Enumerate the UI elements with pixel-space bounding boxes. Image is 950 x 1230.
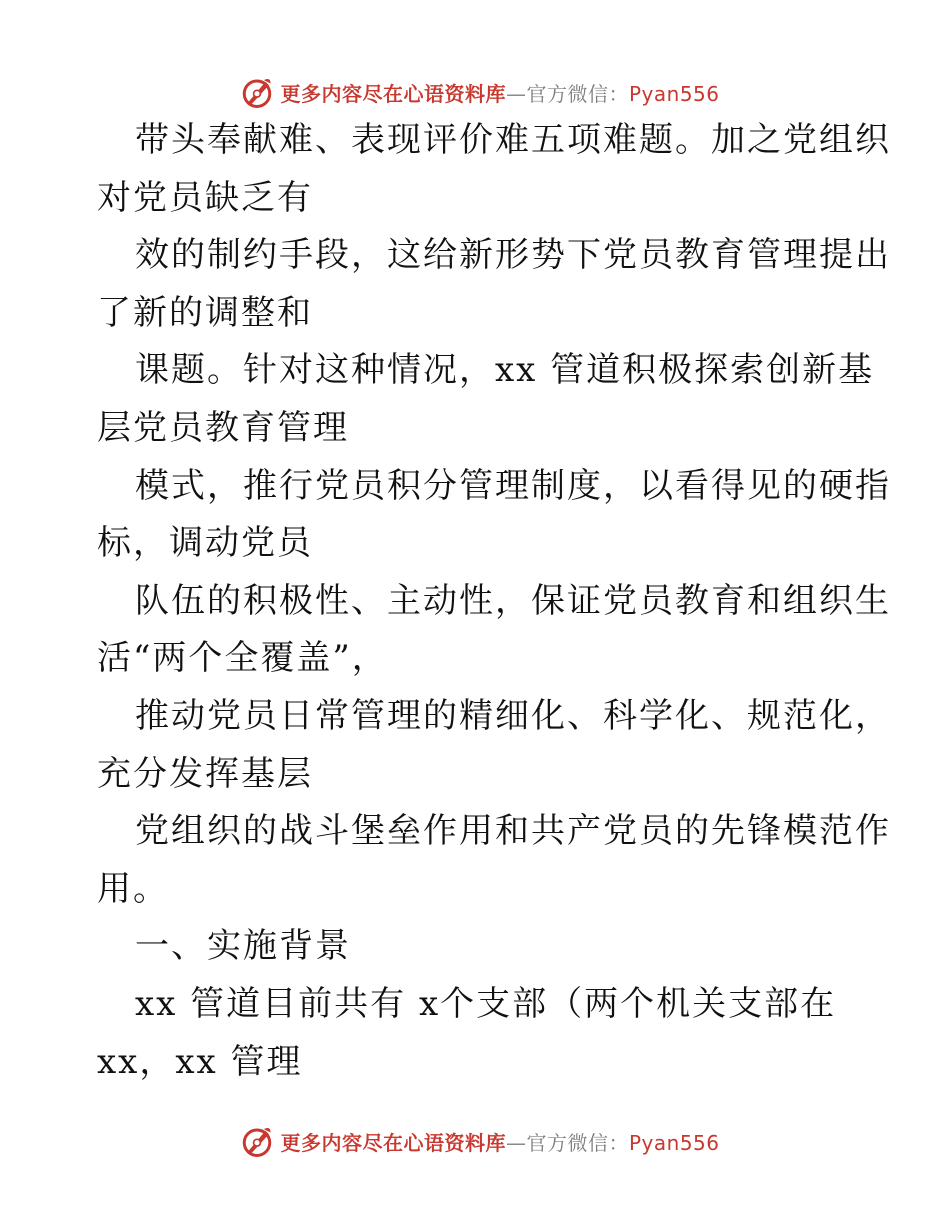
text-line: 层党员教育管理	[97, 407, 349, 448]
section-heading: 一、实施背景	[135, 926, 351, 967]
text-line: 对党员缺乏有	[97, 177, 313, 218]
text-line: 带头奉献难、表现评价难五项难题。加之党组织	[135, 120, 891, 160]
watermark-brand: 更多内容尽在心语资料库	[280, 81, 506, 106]
quill-logo-icon	[240, 75, 274, 109]
watermark-wechat-id: Pyan556	[628, 81, 720, 106]
watermark-wechat-label: 官方微信：	[526, 1130, 629, 1155]
watermark-group	[230, 75, 719, 109]
watermark-group	[230, 1124, 719, 1158]
text-line: 活“两个全覆盖”，	[97, 638, 388, 679]
watermark-brand: 更多内容尽在心语资料库	[280, 1130, 506, 1155]
text-line: xx 管道目前共有 x个支部（两个机关支部在	[135, 983, 837, 1024]
watermark-dash: —	[505, 1130, 527, 1155]
text-line: 课题。针对这种情况，xx 管道积极探索创新基	[135, 350, 875, 391]
text-line: 推动党员日常管理的精细化、科学化、规范化，	[135, 695, 891, 736]
watermark-text	[280, 78, 719, 107]
text-line: 队伍的积极性、主动性，保证党员教育和组织生	[135, 580, 891, 621]
text-line: xx，xx 管理	[97, 1041, 303, 1082]
text-line: 用。	[97, 868, 169, 909]
watermark-dash: —	[505, 81, 527, 106]
watermark-wechat-id: Pyan556	[628, 1130, 720, 1155]
quill-logo-icon	[240, 1124, 274, 1158]
watermark-text	[280, 1127, 719, 1156]
text-line: 充分发挥基层	[97, 753, 313, 794]
text-line: 模式，推行党员积分管理制度，以看得见的硬指	[135, 465, 891, 506]
watermark-wechat-label: 官方微信：	[526, 81, 629, 106]
watermark-footer	[0, 1121, 950, 1161]
text-line: 效的制约手段，这给新形势下党员教育管理提出	[135, 235, 891, 276]
text-line: 了新的调整和	[97, 292, 313, 333]
watermark-header	[0, 72, 950, 112]
text-line: 党组织的战斗堡垒作用和共产党员的先锋模范作	[135, 811, 891, 852]
text-line: 标，调动党员	[97, 523, 313, 564]
document-body	[0, 112, 950, 1091]
